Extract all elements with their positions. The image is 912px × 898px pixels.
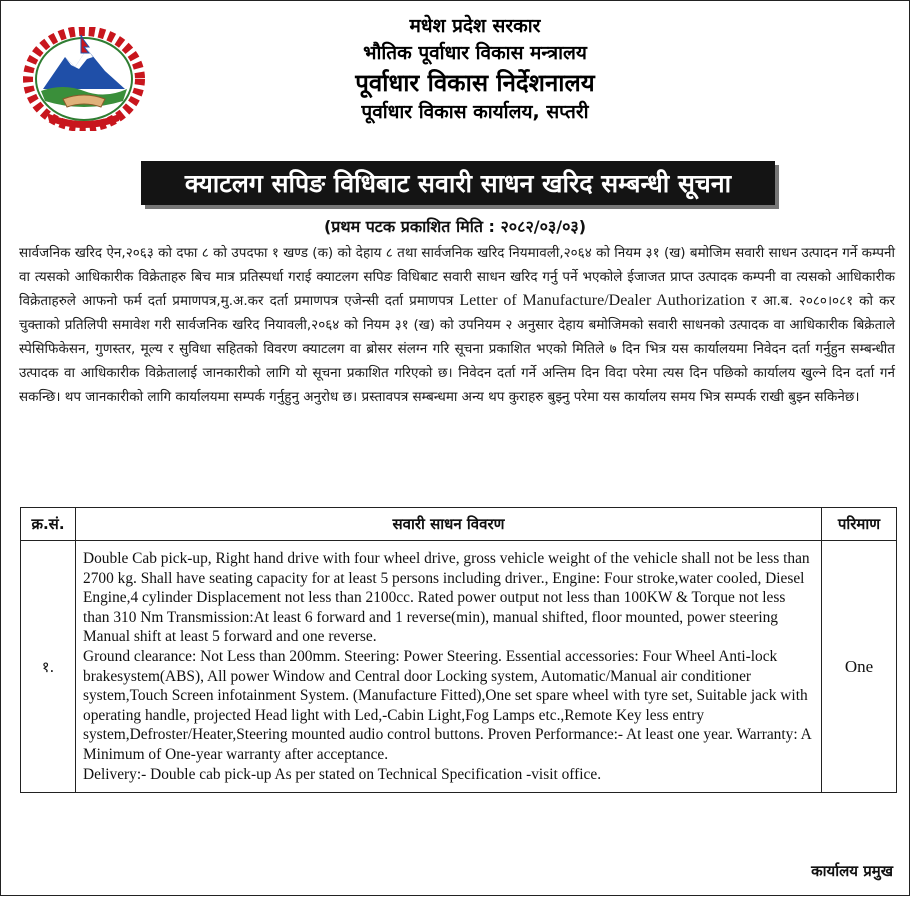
office-chief-signatory: कार्यालय प्रमुख: [811, 862, 893, 880]
header-quantity: परिमाण: [822, 508, 897, 541]
ministry-line: भौतिक पूर्वाधार विकास मन्त्रालय: [363, 41, 587, 64]
row-serial-number: १.: [21, 541, 76, 793]
notice-body: [19, 241, 895, 409]
notice-body-part2: र आ.ब. २०८०।०८१ को कर चुक्ताको प्रतिलिपी समावेश गरी सार्वजनिक खरिद नियावली,२०६४ को नियम ३१ (ख) को उपनियम २ अनुसार देहाय बमोजिमको सवारी साधनको उत्पादक वा आधिकारीक बिक्रेताले स्पेसिफिकेसन, गुणस्तर, मूल्य र सुविधा सहितको विवरण क्याटलग वा ब्रोसर संलग्न गरि सूचना प्रकाशित भएको मितिले ७ दिन भित्र यस कार्यालयमा निवेदन दर्ता गर्नुहुन सम्बन्धीत उत्पादक वा आधिकारीक विक्रेतालाई जानकारीको लागि यो सूचना प्रकाशित गरिएको छ। निवेदन दर्ता गर्ने अन्तिम दिन विदा परेमा त्यस दिन पछिको कार्यालय खुल्ने दिन दर्ता गर्न सकन्छि। थप जानकारीको लागि कार्यालयमा सम्पर्क गर्नुहुनु अनुरोध छ। प्रस्तावपत्र सम्बन्धमा अन्य थप कुराहरु बुझ्नु परेमा यस कार्यालय समय भित्र सम्पर्क राखी बुझ्न सकिनेछ।: [19, 293, 896, 405]
spec-paragraph-engine: Double Cab pick-up, Right hand drive with four wheel drive, gross vehicle weight of the vehicle shall not be less than 2700 kg. Shall have seating capacity for at least 5 persons including driver., Engine: Four stroke,water cooled, Diesel Engine,4 cylinder Displacement not less than 2100cc. Rated power output not less than 100KW & Torque not less than 310 Nm Transmission:At least 6 forward and 1 reverse(min), manual shifted, floor mounted, power steering Manual shift at least 5 forward and one reverse.: [83, 550, 810, 646]
province-government-line: मधेश प्रदेश सरकार: [409, 15, 541, 37]
header: [151, 15, 799, 124]
notice-title-banner: [141, 161, 775, 205]
published-date: (प्रथम पटक प्रकाशित मिति : २०८२/०३/०३): [323, 217, 587, 236]
directorate-line: पूर्वाधार विकास निर्देशनालय: [355, 68, 595, 97]
nepal-government-emblem-icon: [23, 27, 145, 131]
header-vehicle-description: सवारी साधन विवरण: [76, 508, 822, 541]
notice-title: क्याटलग सपिङ विधिबाट सवारी साधन खरिद सम्बन्धी सूचना: [184, 169, 732, 198]
row-quantity: One: [822, 541, 897, 793]
spec-paragraph-accessories: Ground clearance: Not Less than 200mm. Steering: Power Steering. Essential accessories: Four Wheel Anti-lock brakesystem(ABS), All power Window and Central door Locking system, Automatic/Manual air conditioner system,Touch Screen infotainment System. (Manufacture Fitted),One set spare wheel with tyre set, Suitable jack with operating handle, projected Head light with Led,-Cabin Light,Fog Lamps etc.,Remote Key less entry system,Defroster/Heater,Steering mounted audio control buttons. Proven Performance:- At least one year. Warranty: A Minimum of One-year warranty after acceptance.: [83, 647, 811, 763]
spec-paragraph-delivery: Delivery:- Double cab pick-up As per stated on Technical Specification -visit office.: [83, 765, 602, 783]
table-row: [21, 541, 897, 793]
header-serial-number: क्र.सं.: [21, 508, 76, 541]
notice-body-part1: सार्वजनिक खरिद ऐन,२०६३ को दफा ८ को उपदफा १ खण्ड (क) को देहाय ८ तथा सार्वजनिक खरिद नियमावली,२०६४ को नियम ३१ (ख) बमोजिम सवारी साधन उत्पादन गर्ने कम्पनी वा त्यसको आधिकारीक विक्रेताहरु बिच मात्र प्रतिस्पर्धा गराई क्याटलग सपिङ विधिबाट सवारी साधन खरिद गर्नु पर्ने भएकोले ईजाजत प्राप्त उत्पादक कम्पनी वा त्यसको आधिकारीक विक्रेताहरुले आफनो फर्म दर्ता प्रमाणपत्र,मु.अ.कर दर्ता प्रमाणपत्र एजेन्सी दर्ता प्रमाणपत्र: [19, 245, 895, 309]
office-line: पूर्वाधार विकास कार्यालय, सप्तरी: [361, 101, 589, 124]
authorization-letter-term: Letter of Manufacture/Dealer Authorization: [459, 292, 746, 309]
vehicle-spec-table: [20, 507, 897, 793]
table-header-row: [21, 508, 897, 541]
row-vehicle-description: [76, 541, 822, 793]
